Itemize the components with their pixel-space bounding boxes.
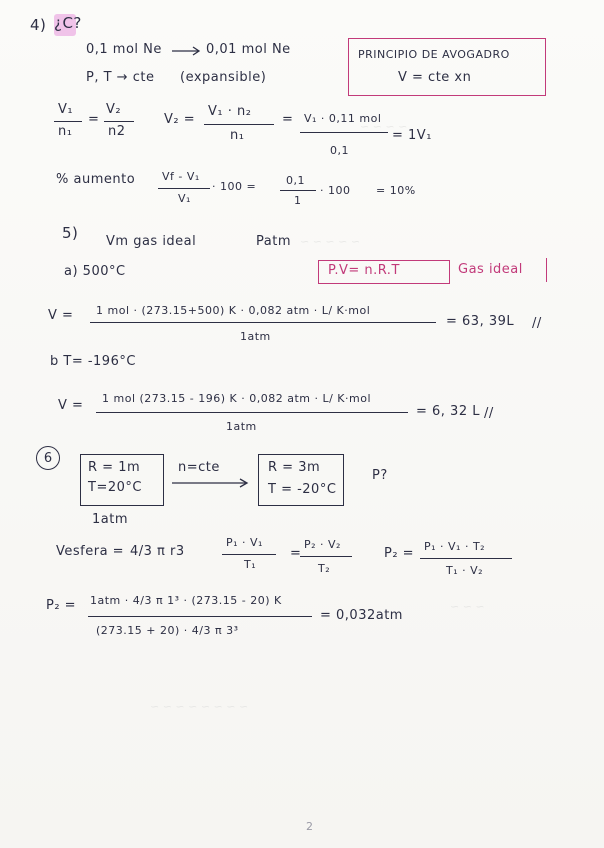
arrow-right-icon <box>172 478 250 488</box>
q5-patm: Patm <box>256 234 291 249</box>
fraction-bar <box>300 556 352 557</box>
part-a-denominator: 1atm <box>240 330 271 343</box>
v2-denominator: n₁ <box>230 128 245 143</box>
p2-substituted-denominator: (273.15 + 20) · 4/3 π 3³ <box>96 624 239 637</box>
equals-sign: = <box>88 112 100 127</box>
ideal-gas-law: P.V= n.R.T <box>328 263 400 278</box>
fraction-bar <box>204 124 274 125</box>
fraction-bar <box>104 121 134 122</box>
v2-numerator: V₁ · n₂ <box>208 104 252 119</box>
ideal-gas-bracket <box>450 258 547 282</box>
pct-times-100: · 100 <box>320 184 351 197</box>
v2-label: V₂ = <box>164 112 196 127</box>
sphere-volume-label: Vesfera = <box>56 544 125 559</box>
q4-conditions: P, T → cte <box>86 70 155 85</box>
q4-initial-moles: 0,1 mol Ne <box>86 42 162 57</box>
part-b-numerator: 1 mol (273.15 - 196) K · 0,082 atm · L/ K·mol <box>102 392 372 405</box>
sphere-volume-formula: 4/3 π r3 <box>130 544 185 559</box>
volume-label: V = <box>48 308 74 323</box>
combined-law-rhs-den: T₂ <box>318 562 331 575</box>
fraction-bar <box>420 558 512 559</box>
p2-label: P₂ = <box>384 546 415 561</box>
part-a-result: = 63, 39L <box>446 314 515 329</box>
pct-denominator-value: 1 <box>294 194 302 207</box>
avogadro-formula: V = cte xn <box>398 70 472 85</box>
equals-sign: = <box>282 112 294 127</box>
part-b-denominator: 1atm <box>226 420 257 433</box>
bleed-through-text: ~ ~ ~ ~ ~ ~ ~ ~ <box>150 700 249 713</box>
n-constant: n=cte <box>178 460 220 475</box>
result-double-bar: // <box>484 406 494 421</box>
q5-title: Vm gas ideal <box>106 234 197 249</box>
percent-increase-label: % aumento <box>56 172 136 187</box>
avogadro-title: PRINCIPIO DE AVOGADRO <box>358 48 510 61</box>
p2-result: = 0,032atm <box>320 608 403 623</box>
pct-times: · 100 = <box>212 180 257 193</box>
fraction-bar <box>88 616 312 617</box>
pct-numerator-value: 0,1 <box>286 174 305 187</box>
q5-label: 5) <box>62 224 79 242</box>
q4-question: ¿C? <box>54 14 82 32</box>
pct-numerator: Vf - V₁ <box>162 170 200 183</box>
combined-law-lhs-num: P₁ · V₁ <box>226 536 263 549</box>
fraction-bar <box>96 412 408 413</box>
gas-ideal-label: Gas ideal <box>458 262 523 277</box>
bleed-through-text: ~ ~ ~ <box>450 600 485 613</box>
fraction-bar <box>158 188 210 189</box>
q6-label: 6 <box>36 446 60 470</box>
p2-substituted-numerator: 1atm · 4/3 π 1³ · (273.15 - 20) K <box>90 594 282 607</box>
part-b-result: = 6, 32 L <box>416 404 480 419</box>
ratio-lhs-den: n₁ <box>58 124 73 139</box>
fraction-bar <box>90 322 436 323</box>
bleed-through-text: ~ ~ ~ ~ ~ <box>300 235 361 248</box>
q4-label: 4) <box>30 16 47 34</box>
v2-result: = 1V₁ <box>392 128 432 143</box>
ratio-lhs-num: V₁ <box>58 102 74 117</box>
pct-result: = 10% <box>376 184 416 197</box>
q5-part-a: a) 500°C <box>64 264 126 279</box>
initial-radius: R = 1m <box>88 460 141 475</box>
pct-denominator: V₁ <box>178 192 191 205</box>
combined-law-rhs-num: P₂ · V₂ <box>304 538 341 551</box>
fraction-bar <box>54 121 82 122</box>
part-a-numerator: 1 mol · (273.15+500) K · 0,082 atm · L/ K·mol <box>96 304 371 317</box>
fraction-bar <box>280 190 316 191</box>
fraction-bar <box>222 554 276 555</box>
page-mark: 2 <box>306 820 314 833</box>
p2-numerator: P₁ · V₁ · T₂ <box>424 540 486 553</box>
v2-denominator-values: 0,1 <box>330 144 349 157</box>
initial-temperature: T=20°C <box>88 480 142 495</box>
result-double-bar: // <box>532 316 542 331</box>
p2-denominator: T₁ · V₂ <box>446 564 484 577</box>
avogadro-box <box>348 38 546 96</box>
bleed-through-text: ~ ~ ~ ~ <box>360 120 408 133</box>
ratio-rhs-num: V₂ <box>106 102 122 117</box>
fraction-bar <box>300 132 388 133</box>
volume-label: V = <box>58 398 84 413</box>
equals-sign: = <box>290 546 302 561</box>
arrow-right-icon <box>172 46 202 56</box>
q5-part-b: b T= -196°C <box>50 354 136 369</box>
v2-numerator-values: V₁ · 0,11 mol <box>304 112 382 125</box>
combined-law-lhs-den: T₁ <box>244 558 257 571</box>
pressure-question: P? <box>372 468 388 483</box>
ratio-rhs-den: n2 <box>108 124 126 139</box>
q4-final-moles: 0,01 mol Ne <box>206 42 291 57</box>
p2-substituted-label: P₂ = <box>46 598 77 613</box>
initial-pressure: 1atm <box>92 512 128 527</box>
q4-expansible: (expansible) <box>180 70 267 85</box>
final-radius: R = 3m <box>268 460 321 475</box>
final-temperature: T = -20°C <box>268 482 337 497</box>
